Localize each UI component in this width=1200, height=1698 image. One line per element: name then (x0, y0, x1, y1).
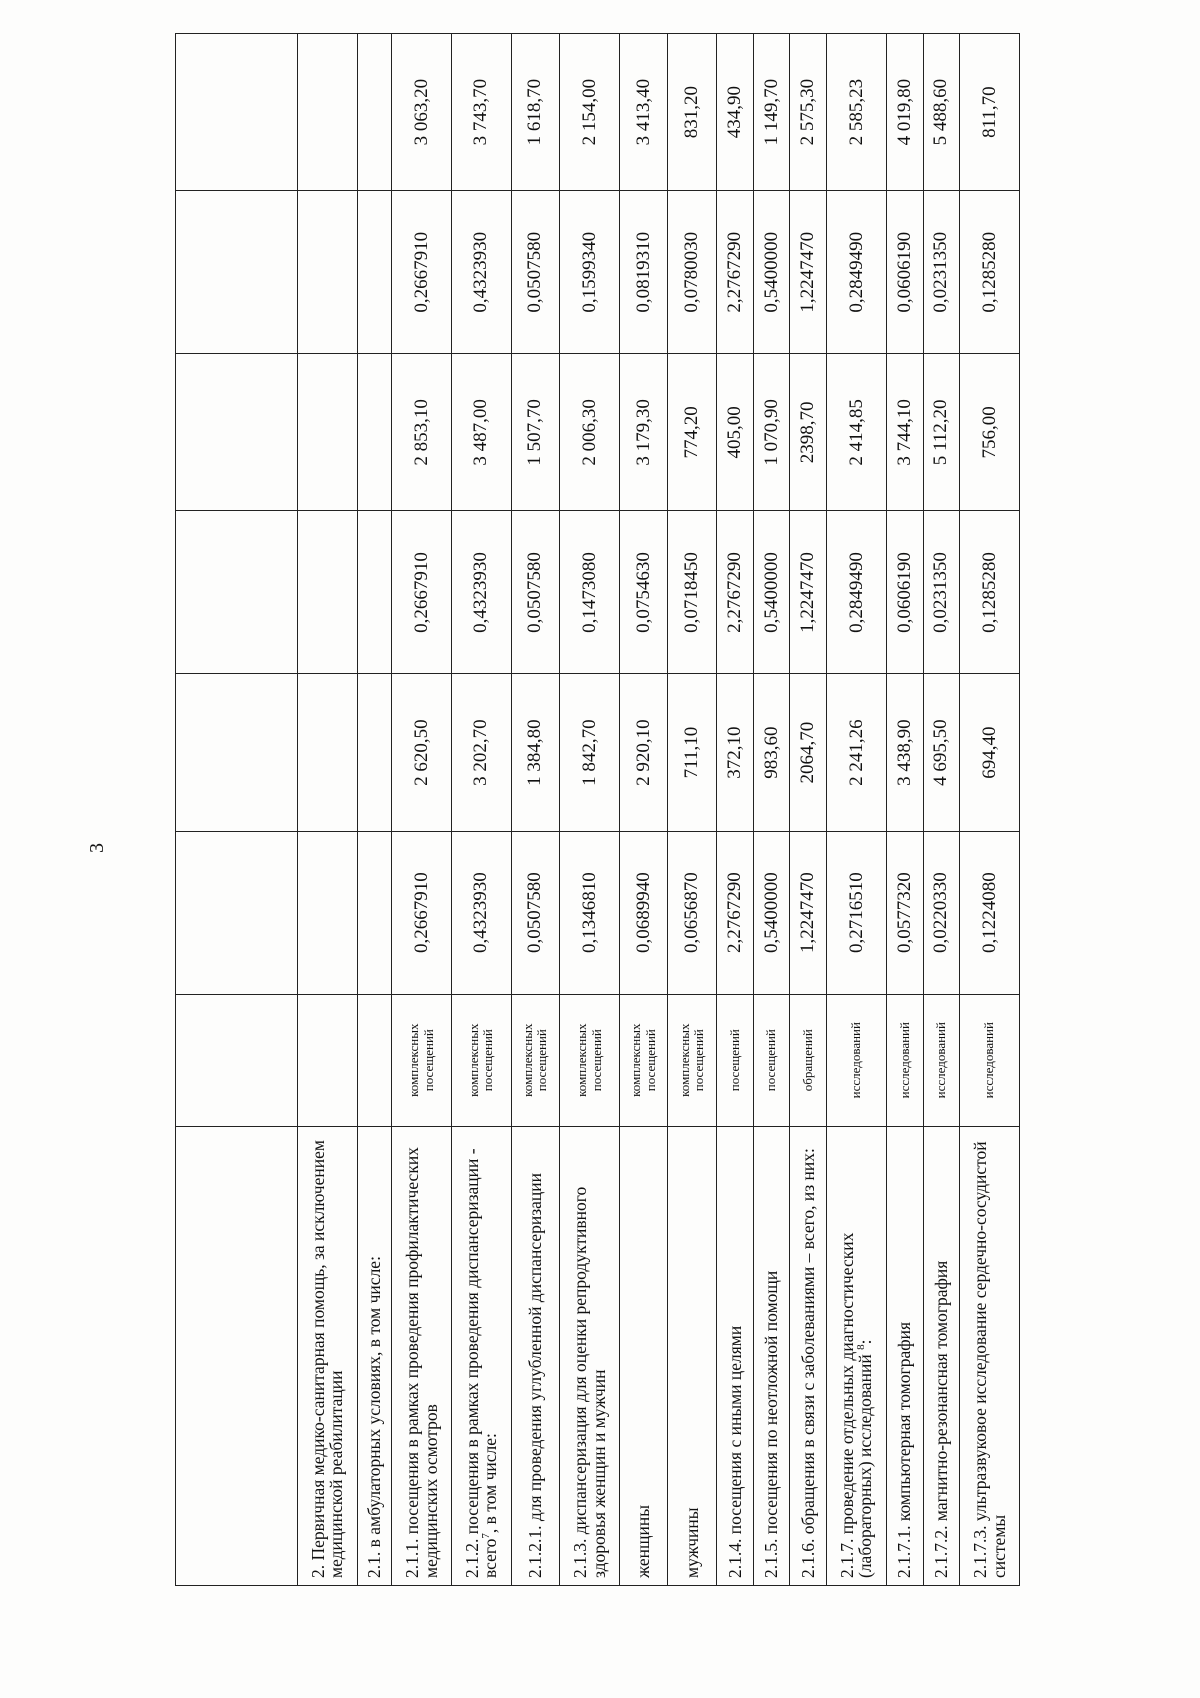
unit-cell: исследований (886, 994, 923, 1126)
row-name-cell (451, 1126, 511, 1585)
cost-cell: 5 112,20 (923, 354, 960, 511)
header-cell (176, 354, 298, 511)
cost-cell: 2398,70 (790, 354, 827, 511)
table-row (827, 34, 887, 1586)
unit-cell: исследований (960, 994, 1020, 1126)
row-name-suffix: , в том числе: (480, 1433, 501, 1534)
volume-cell: 2,2767290 (716, 511, 753, 674)
table-row (619, 34, 668, 1586)
volume-cell: 0,0656870 (668, 831, 717, 994)
volume-cell (298, 511, 358, 674)
volume-cell: 0,2849490 (827, 511, 887, 674)
row-name-cell: 2.1.7.3. ультразвуковое исследование сердечно-сосудистой системы (960, 1126, 1020, 1585)
volume-cell (298, 831, 358, 994)
row-name-cell: 2.1.7.1. компьютерная томография (886, 1126, 923, 1585)
volume-cell: 0,4323930 (451, 511, 511, 674)
header-cell (176, 674, 298, 831)
unit-cell: комплексных посещений (619, 994, 668, 1126)
volume-cell: 2,2767290 (716, 831, 753, 994)
cost-cell: 4 019,80 (886, 34, 923, 191)
unit-cell: исследований (923, 994, 960, 1126)
table-row (668, 34, 717, 1586)
row-name-cell: 2.1.2.1. для проведения углубленной диспансеризации (511, 1126, 560, 1585)
table-body (298, 34, 1020, 1586)
cost-cell: 694,40 (960, 674, 1020, 831)
cost-cell: 711,10 (668, 674, 717, 831)
table-row (886, 34, 923, 1586)
cost-cell: 1 842,70 (560, 674, 620, 831)
cost-cell: 2 006,30 (560, 354, 620, 511)
cost-cell: 831,20 (668, 34, 717, 191)
table-row (357, 34, 392, 1586)
header-cell (176, 34, 298, 191)
cost-cell: 2 414,85 (827, 354, 887, 511)
cost-cell: 2 575,30 (790, 34, 827, 191)
cost-cell: 983,60 (753, 674, 790, 831)
header-cell (176, 511, 298, 674)
cost-cell: 2 241,26 (827, 674, 887, 831)
volume-cell (357, 511, 392, 674)
unit-cell (298, 994, 358, 1126)
table-row (716, 34, 753, 1586)
volume-cell: 0,0718450 (668, 511, 717, 674)
row-name-cell: 2.1.1. посещения в рамках проведения профилактических медицинских осмотров (392, 1126, 452, 1585)
unit-cell: комплексных посещений (511, 994, 560, 1126)
row-name-cell (827, 1126, 887, 1585)
cost-cell: 3 487,00 (451, 354, 511, 511)
cost-cell: 2 920,10 (619, 674, 668, 831)
volume-cell: 0,1285280 (960, 511, 1020, 674)
cost-cell: 1 149,70 (753, 34, 790, 191)
row-name-suffix: : (855, 1339, 876, 1345)
volume-cell: 0,5400000 (753, 831, 790, 994)
cost-cell: 1 384,80 (511, 674, 560, 831)
row-name-cell: 2.1.3. диспансеризация для оценки репродуктивного здоровья женщин и мужчин (560, 1126, 620, 1585)
table-row (923, 34, 960, 1586)
volume-cell: 0,4323930 (451, 831, 511, 994)
cost-cell (298, 354, 358, 511)
volume-cell: 0,0577320 (886, 831, 923, 994)
row-name-cell: 2.1.6. обращения в связи с заболеваниями – всего, из них: (790, 1126, 827, 1585)
table-row (960, 34, 1020, 1586)
cost-cell (357, 354, 392, 511)
volume-cell: 0,5400000 (753, 191, 790, 354)
volume-cell (357, 831, 392, 994)
volume-cell: 0,5400000 (753, 511, 790, 674)
volume-cell: 0,2667910 (392, 191, 452, 354)
cost-cell (357, 34, 392, 191)
volume-cell: 0,0754630 (619, 511, 668, 674)
rotated-table-container (175, 33, 1020, 1586)
unit-cell: комплексных посещений (392, 994, 452, 1126)
unit-cell: комплексных посещений (668, 994, 717, 1126)
volume-cell: 0,2667910 (392, 511, 452, 674)
cost-cell: 2 154,00 (560, 34, 620, 191)
row-name-cell: 2.1.5. посещения по неотложной помощи (753, 1126, 790, 1585)
cost-cell: 2 585,23 (827, 34, 887, 191)
volume-cell: 0,0507580 (511, 831, 560, 994)
table-row (298, 34, 358, 1586)
cost-cell: 2 620,50 (392, 674, 452, 831)
cost-cell: 1 507,70 (511, 354, 560, 511)
cost-cell: 756,00 (960, 354, 1020, 511)
unit-cell: комплексных посещений (451, 994, 511, 1126)
cost-cell: 3 744,10 (886, 354, 923, 511)
volume-cell: 1,2247470 (790, 831, 827, 994)
volume-cell: 0,2667910 (392, 831, 452, 994)
volume-cell: 0,0231350 (923, 511, 960, 674)
table-row (392, 34, 452, 1586)
row-name-cell: мужчины (668, 1126, 717, 1585)
volume-cell: 0,2849490 (827, 191, 887, 354)
cost-cell: 1 618,70 (511, 34, 560, 191)
cost-cell: 2064,70 (790, 674, 827, 831)
volume-cell: 0,4323930 (451, 191, 511, 354)
medical-care-standards-table (175, 33, 1020, 1586)
unit-cell (357, 994, 392, 1126)
cost-cell (298, 34, 358, 191)
volume-cell: 1,2247470 (790, 191, 827, 354)
cost-cell (357, 674, 392, 831)
header-cell (176, 994, 298, 1126)
cost-cell: 3 179,30 (619, 354, 668, 511)
cost-cell: 3 202,70 (451, 674, 511, 831)
volume-cell: 1,2247470 (790, 511, 827, 674)
row-name-cell: 2.1.7.2. магнитно-резонансная томография (923, 1126, 960, 1585)
unit-cell: посещений (753, 994, 790, 1126)
volume-cell: 0,1224080 (960, 831, 1020, 994)
page-number: 3 (86, 843, 108, 853)
footnote-marker: 8 (855, 1344, 868, 1350)
cost-cell: 4 695,50 (923, 674, 960, 831)
table-row (790, 34, 827, 1586)
cost-cell: 5 488,60 (923, 34, 960, 191)
table-header-row (176, 34, 298, 1586)
volume-cell: 0,0606190 (886, 191, 923, 354)
cost-cell: 405,00 (716, 354, 753, 511)
table-row (753, 34, 790, 1586)
cost-cell: 811,70 (960, 34, 1020, 191)
unit-cell: комплексных посещений (560, 994, 620, 1126)
volume-cell (357, 191, 392, 354)
row-name-cell: 2.1.4. посещения с иными целями (716, 1126, 753, 1585)
row-name-cell: 2. Первичная медико-санитарная помощь, за исключением медицинской реабилитации (298, 1126, 358, 1585)
cost-cell: 1 070,90 (753, 354, 790, 511)
cost-cell (298, 674, 358, 831)
volume-cell: 0,1599340 (560, 191, 620, 354)
cost-cell: 2 853,10 (392, 354, 452, 511)
cost-cell: 3 743,70 (451, 34, 511, 191)
volume-cell: 0,0780030 (668, 191, 717, 354)
header-cell (176, 191, 298, 354)
row-name-cell: женщины (619, 1126, 668, 1585)
header-cell (176, 1126, 298, 1585)
unit-cell: посещений (716, 994, 753, 1126)
volume-cell: 0,0220330 (923, 831, 960, 994)
volume-cell: 0,1346810 (560, 831, 620, 994)
volume-cell: 0,0507580 (511, 191, 560, 354)
volume-cell: 0,0819310 (619, 191, 668, 354)
volume-cell: 0,0689940 (619, 831, 668, 994)
volume-cell: 0,1285280 (960, 191, 1020, 354)
volume-cell: 0,2716510 (827, 831, 887, 994)
cost-cell: 372,10 (716, 674, 753, 831)
header-cell (176, 831, 298, 994)
cost-cell: 3 063,20 (392, 34, 452, 191)
volume-cell: 0,0231350 (923, 191, 960, 354)
row-name-text: 2.1.2. посещения в рамках проведения диспансеризации - всего (461, 1148, 501, 1578)
volume-cell: 0,0606190 (886, 511, 923, 674)
table-row (511, 34, 560, 1586)
cost-cell: 774,20 (668, 354, 717, 511)
table-row (451, 34, 511, 1586)
row-name-text: 2.1.7. проведение отдельных диагностических (лабораторных) исследований (837, 1232, 876, 1578)
volume-cell (298, 191, 358, 354)
volume-cell: 2,2767290 (716, 191, 753, 354)
volume-cell: 0,1473080 (560, 511, 620, 674)
cost-cell: 3 413,40 (619, 34, 668, 191)
cost-cell: 3 438,90 (886, 674, 923, 831)
row-name-cell: 2.1. в амбулаторных условиях, в том числе: (357, 1126, 392, 1585)
unit-cell: обращений (790, 994, 827, 1126)
volume-cell: 0,0507580 (511, 511, 560, 674)
table-row (560, 34, 620, 1586)
unit-cell: исследований (827, 994, 887, 1126)
footnote-marker: 7 (480, 1533, 493, 1539)
cost-cell: 434,90 (716, 34, 753, 191)
